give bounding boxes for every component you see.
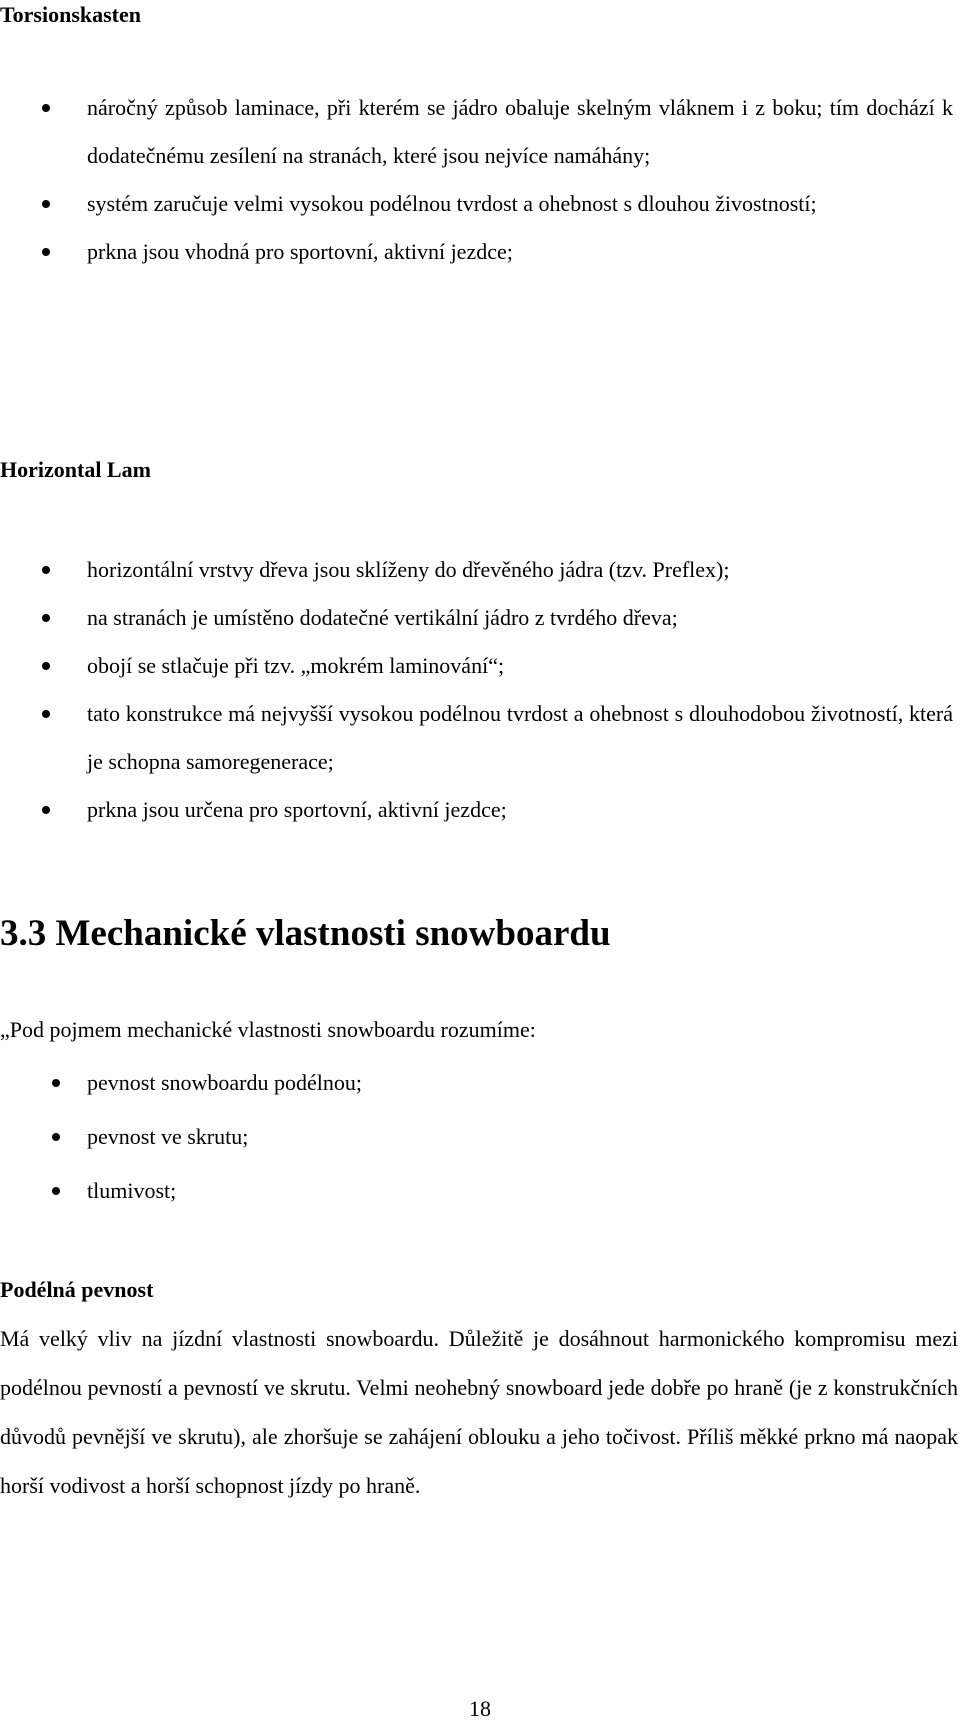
bullet-icon: [42, 104, 50, 112]
list-item: [0, 690, 953, 786]
list-item-text: prkna jsou vhodná pro sportovní, aktivní jezdce;: [87, 239, 513, 264]
bullet-icon: [52, 1187, 60, 1195]
bullet-icon: [42, 614, 50, 622]
list-item-text: tlumivost;: [87, 1178, 177, 1203]
list-item-text: na stranách je umístěno dodatečné vertikální jádro z tvrdého dřeva;: [87, 605, 678, 630]
longitudinal-paragraph: Má velký vliv na jízdní vlastnosti snowboardu. Důležitě je dosáhnout harmonického kompromisu mezi podélnou pevností a pevností ve skrutu. Velmi neohebný snowboard jede dobře po hraně (je z konstrukčních důvodů pevnější ve skrutu), ale zhoršuje se zahájení oblouku a jeho točivost. Příliš měkké prkno má naopak horší vodivost a horší schopnost jízdy po hraně.: [0, 1326, 958, 1498]
list-item-text: systém zaručuje velmi vysokou podélnou tvrdost a ohebnost s dlouhou živostností;: [87, 191, 817, 216]
bullet-icon: [42, 248, 50, 256]
bullet-icon: [42, 806, 50, 814]
list-item-text: tato konstrukce má nejvyšší vysokou podélnou tvrdost a ohebnost s dlouhodobou životností, která je schopna samoregenerace;: [87, 701, 953, 774]
mechanical-list: [0, 1056, 953, 1218]
list-item: [0, 180, 953, 228]
list-item: [0, 642, 953, 690]
torsionskasten-heading: Torsionskasten: [0, 2, 142, 27]
list-item-text: pevnost snowboardu podélnou;: [87, 1070, 362, 1095]
page-number: 18: [469, 1696, 491, 1721]
bullet-icon: [42, 662, 50, 670]
list-item: [0, 1056, 953, 1110]
list-item: [0, 84, 953, 180]
torsionskasten-list: [0, 84, 953, 276]
bullet-icon: [52, 1079, 60, 1087]
list-item-text: prkna jsou určena pro sportovní, aktivní jezdce;: [87, 797, 507, 822]
list-item-text: náročný způsob laminace, při kterém se jádro obaluje skelným vláknem i z boku; tím dochází k dodatečnému zesílení na stranách, které jsou nejvíce namáhány;: [87, 95, 953, 168]
bullet-icon: [52, 1133, 60, 1141]
horizontal-lam-list: [0, 546, 953, 834]
list-item-text: horizontální vrstvy dřeva jsou sklíženy do dřevěného jádra (tzv. Preflex);: [87, 557, 730, 582]
list-item-text: pevnost ve skrutu;: [87, 1124, 249, 1149]
bullet-icon: [42, 200, 50, 208]
list-item: [0, 228, 953, 276]
section-heading: 3.3 Mechanické vlastnosti snowboardu: [0, 913, 611, 954]
list-item: [0, 786, 953, 834]
list-item-text: obojí se stlačuje při tzv. „mokrém laminování“;: [87, 653, 505, 678]
list-item: [0, 594, 953, 642]
bullet-icon: [42, 566, 50, 574]
list-item: [0, 1110, 953, 1164]
mechanical-intro: „Pod pojmem mechanické vlastnosti snowboardu rozumíme:: [0, 1017, 536, 1042]
list-item: [0, 1164, 953, 1218]
bullet-icon: [42, 710, 50, 718]
horizontal-lam-heading: Horizontal Lam: [0, 457, 151, 482]
longitudinal-heading: Podélná pevnost: [0, 1277, 154, 1302]
list-item: [0, 546, 953, 594]
